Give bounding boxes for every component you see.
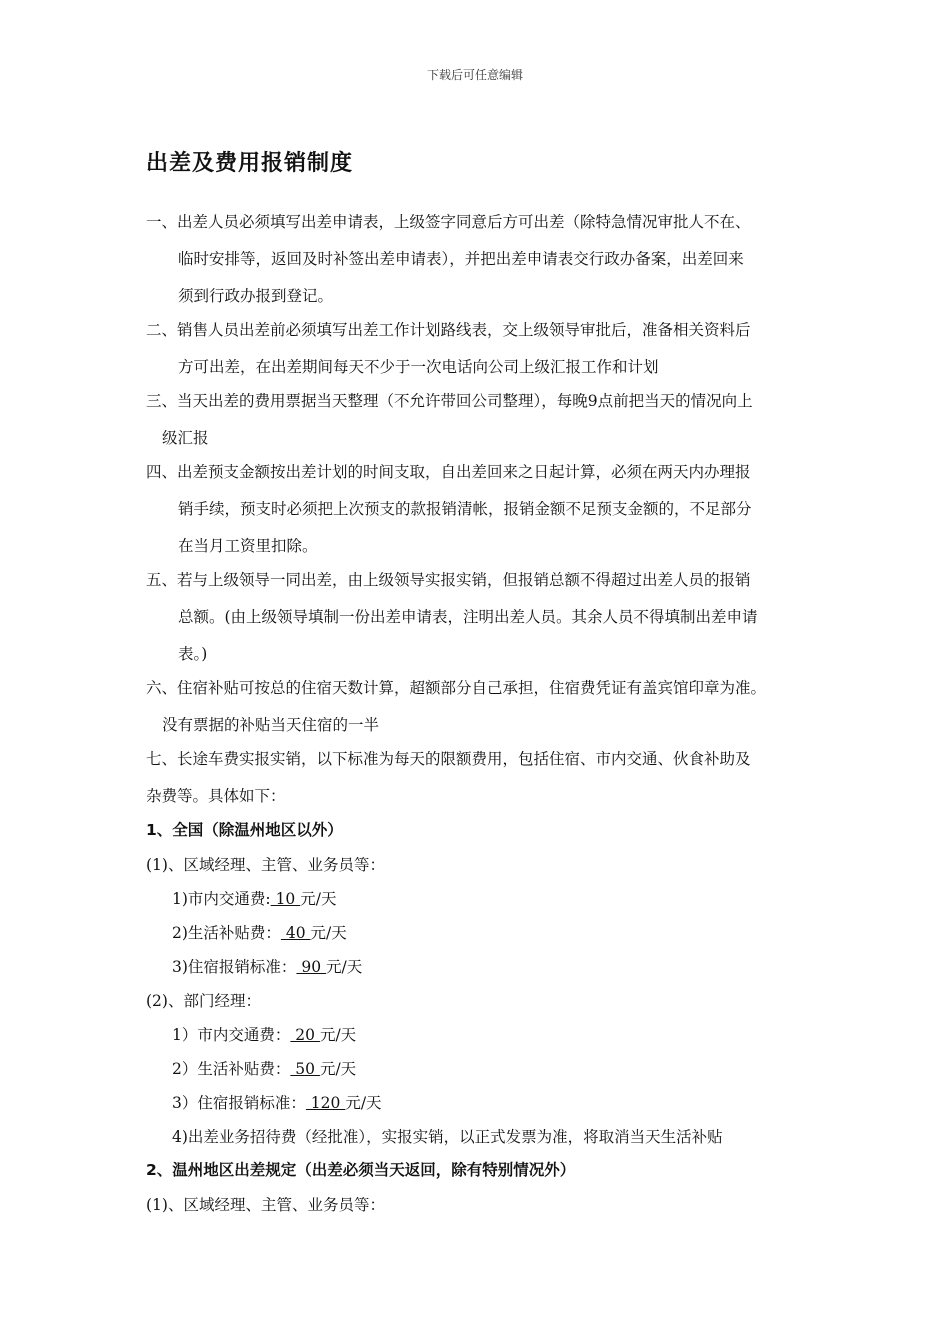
allowance-label: 3）住宿报销标准： — [172, 1094, 306, 1112]
allowance-label: 1)市内交通费: — [172, 890, 271, 908]
allowance-item — [172, 1025, 356, 1045]
allowance-item — [172, 1059, 356, 1079]
allowance-item — [172, 957, 362, 977]
rule-6-line-1: 六、住宿补贴可按总的住宿天数计算，超额部分自己承担，住宿费凭证有盖宾馆印章为准。 — [146, 679, 767, 697]
rule-1-line-2: 临时安排等，返回及时补签出差申请表），并把出差申请表交行政办备案，出差回来 — [178, 250, 744, 268]
rule-2-line-1: 二、销售人员出差前必须填写出差工作计划路线表，交上级领导审批后，准备相关资料后 — [146, 321, 751, 339]
allowance-item — [172, 1093, 382, 1113]
allowance-unit: 元/天 — [300, 890, 337, 908]
allowance-label: 2)生活补贴费： — [172, 924, 281, 942]
document-title: 出差及费用报销制度 — [146, 151, 354, 176]
section-2-heading: 2、温州地区出差规定（出差必须当天返回，除有特别情况外） — [146, 1161, 576, 1179]
allowance-value: 20 — [290, 1026, 320, 1044]
section-1-group-2-label: (2)、部门经理： — [146, 992, 261, 1010]
allowance-value: 50 — [290, 1060, 320, 1078]
allowance-value: 120 — [305, 1094, 346, 1112]
rule-5-line-2: 总额。(由上级领导填制一份出差申请表，注明出差人员。其余人员不得填制出差申请 — [178, 608, 758, 626]
allowance-label: 2）生活补贴费： — [172, 1060, 291, 1078]
allowance-unit: 元/天 — [319, 1060, 357, 1078]
rule-3-line-1: 三、当天出差的费用票据当天整理（不允许带回公司整理），每晚9点前把当天的情况向上 — [146, 392, 753, 410]
section-2-group-1-label: (1)、区域经理、主管、业务员等： — [146, 1196, 385, 1214]
rule-4-line-1: 四、出差预支金额按出差计划的时间支取，自出差回来之日起计算，必须在两天内办理报 — [146, 463, 751, 481]
allowance-item — [172, 889, 336, 909]
rule-3-line-2: 级汇报 — [162, 429, 209, 447]
rule-1-line-3: 须到行政办报到登记。 — [178, 287, 334, 305]
allowance-item — [172, 923, 347, 943]
rule-1-line-1: 一、出差人员必须填写出差申请表，上级签字同意后方可出差（除特急情况审批人不在、 — [146, 213, 751, 231]
section-1-heading: 1、全国（除温州地区以外） — [146, 821, 343, 839]
rule-5-line-1: 五、若与上级领导一同出差，由上级领导实报实销，但报销总额不得超过出差人员的报销 — [146, 571, 751, 589]
rule-7-line-2: 杂费等。具体如下： — [146, 787, 286, 805]
page-header: 下载后可任意编辑 — [426, 68, 523, 82]
entertainment-note: 4)出差业务招待费（经批准），实报实销，以正式发票为准，将取消当天生活补贴 — [172, 1128, 723, 1146]
allowance-value: 40 — [280, 924, 311, 942]
allowance-value: 90 — [296, 958, 326, 976]
allowance-label: 3)住宿报销标准： — [172, 958, 297, 976]
allowance-unit: 元/天 — [326, 958, 363, 976]
section-1-group-1-label: (1)、区域经理、主管、业务员等： — [146, 856, 385, 874]
allowance-unit: 元/天 — [345, 1094, 382, 1112]
allowance-label: 1）市内交通费： — [172, 1026, 291, 1044]
rule-4-line-2: 销手续，预支时必须把上次预支的款报销清帐，报销金额不足预支金额的，不足部分 — [178, 500, 752, 518]
allowance-unit: 元/天 — [310, 924, 347, 942]
rule-7-line-1: 七、长途车费实报实销，以下标准为每天的限额费用，包括住宿、市内交通、伙食补助及 — [146, 750, 751, 768]
allowance-unit: 元/天 — [319, 1026, 357, 1044]
rule-4-line-3: 在当月工资里扣除。 — [178, 537, 318, 555]
rule-5-line-3: 表。) — [178, 645, 208, 663]
allowance-value: 10 — [270, 890, 301, 908]
rule-6-line-2: 没有票据的补贴当天住宿的一半 — [162, 716, 380, 734]
rule-2-line-2: 方可出差，在出差期间每天不少于一次电话向公司上级汇报工作和计划 — [178, 358, 659, 376]
